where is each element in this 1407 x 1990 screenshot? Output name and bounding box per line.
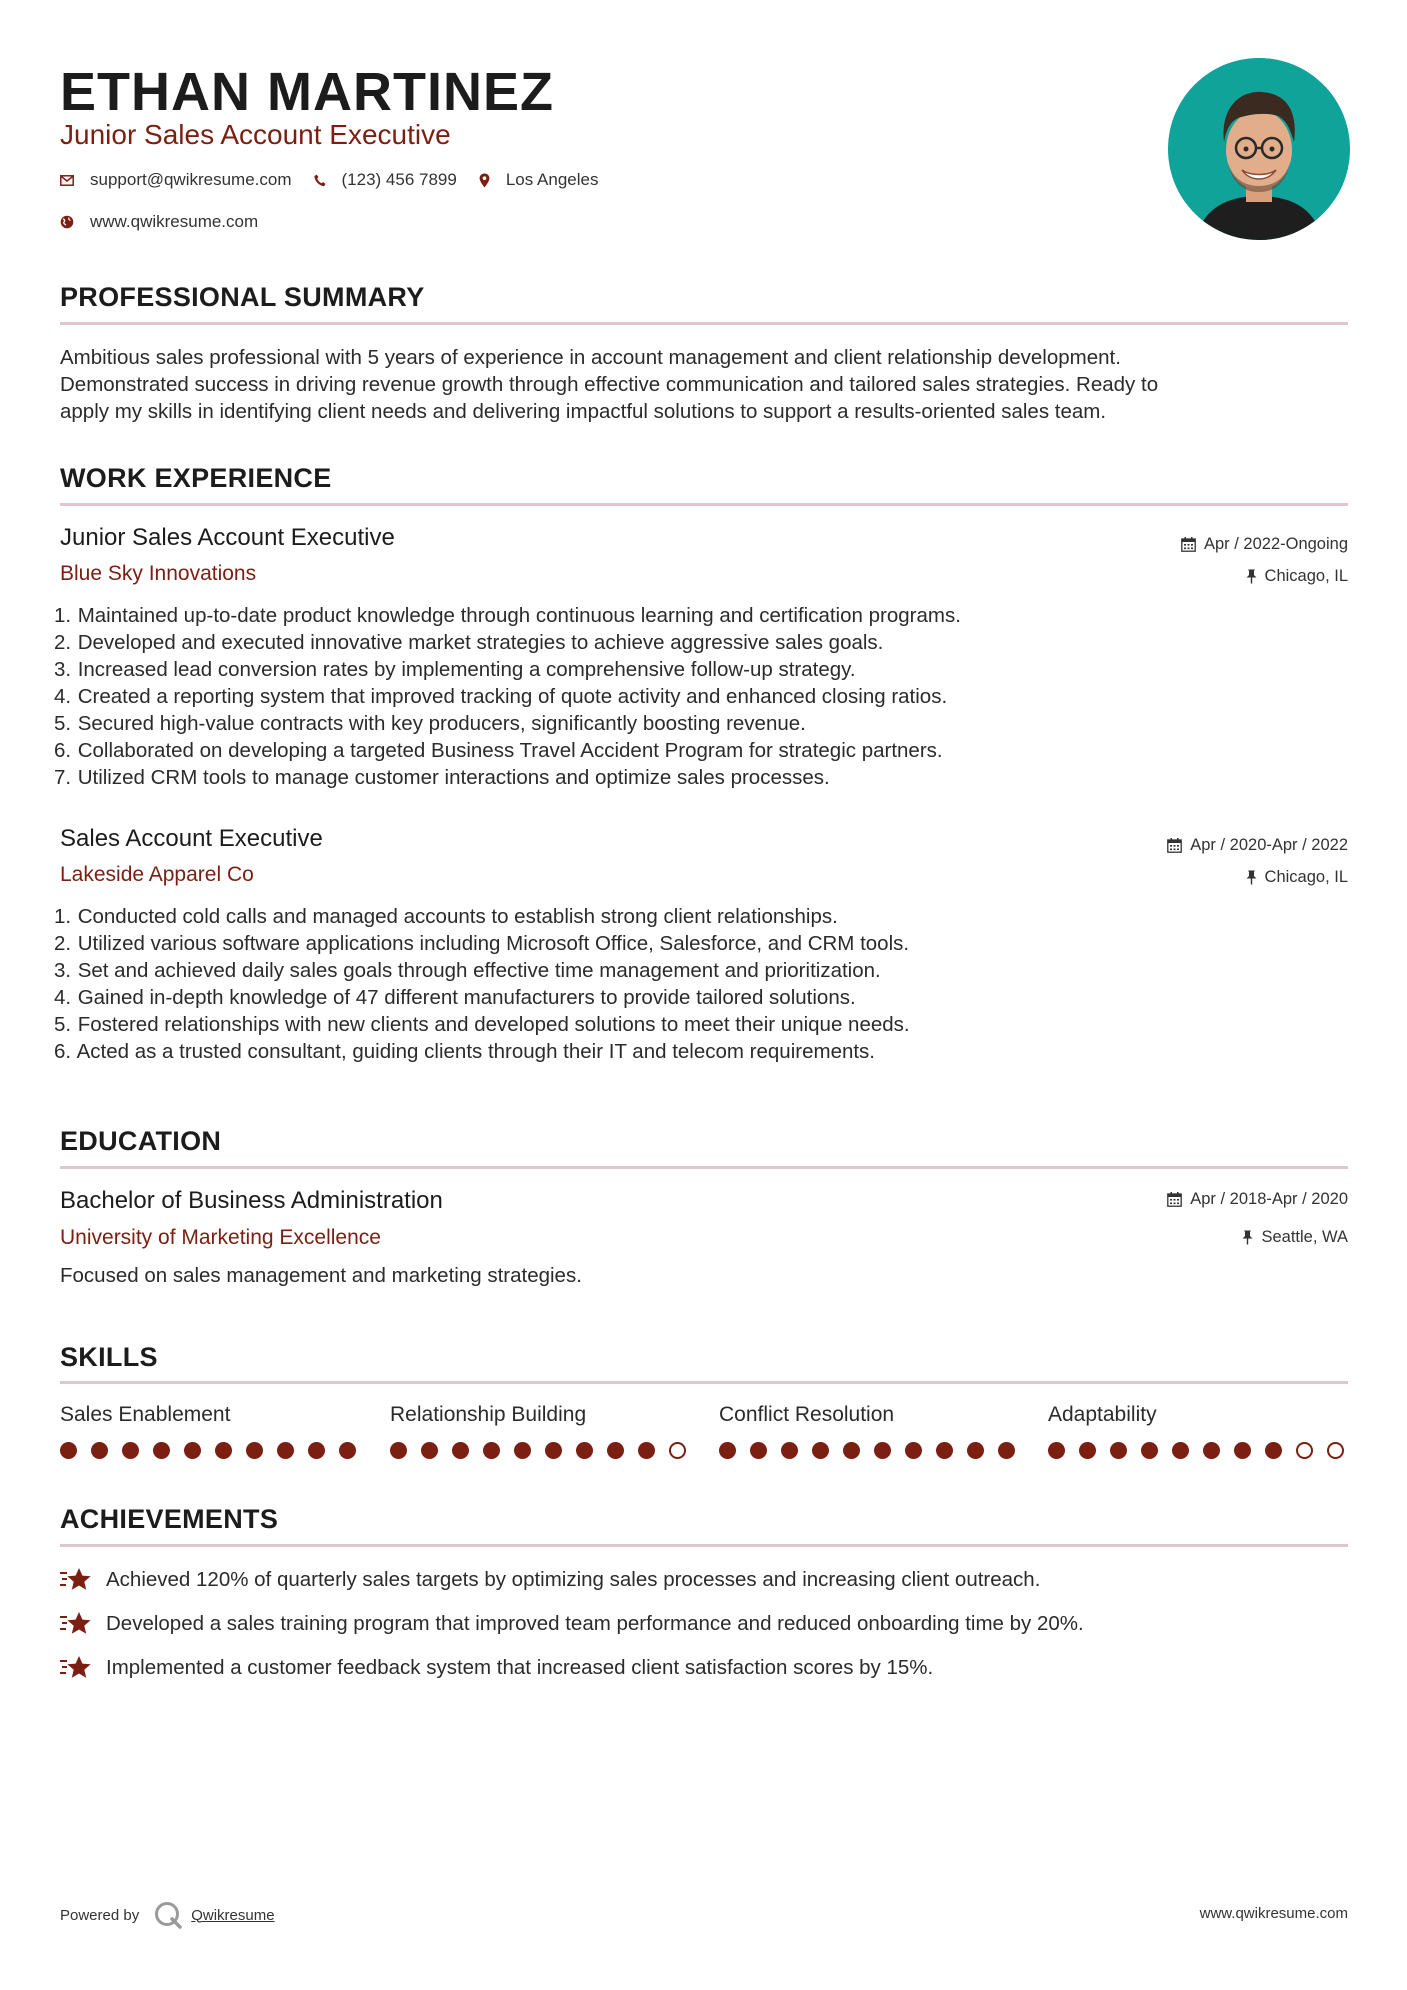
- school-name: University of Marketing Excellence: [60, 1226, 381, 1249]
- education-dates: [1167, 1188, 1348, 1210]
- skill-rating: [390, 1442, 690, 1459]
- skill-rating: [60, 1442, 360, 1459]
- section-divider: [60, 1166, 1348, 1169]
- map-pin-icon: [479, 173, 490, 188]
- rating-dot-filled: [1234, 1442, 1251, 1459]
- job-title: Sales Account Executive: [60, 825, 323, 852]
- skill-label: Sales Enablement: [60, 1403, 231, 1426]
- job-dates-text: Apr / 2020-Apr / 2022: [1190, 836, 1348, 854]
- website-row: [60, 212, 280, 232]
- achievement-item: [60, 1655, 933, 1681]
- phone-text: (123) 456 7899: [341, 170, 457, 189]
- summary-paragraph: [60, 344, 1348, 425]
- calendar-icon: [1181, 537, 1196, 552]
- rating-dot-filled: [308, 1442, 325, 1459]
- rating-dot-filled: [215, 1442, 232, 1459]
- section-divider: [60, 1544, 1348, 1547]
- rating-dot-filled: [1265, 1442, 1282, 1459]
- candidate-name: ETHAN MARTINEZ: [60, 62, 554, 122]
- rating-dot-filled: [1079, 1442, 1096, 1459]
- rating-dot-empty: [1296, 1442, 1313, 1459]
- summary-line: apply my skills in identifying client needs and delivering impactful solutions to support a results-oriented sales team.: [60, 400, 1107, 423]
- website-item[interactable]: [60, 212, 258, 232]
- list-item: 3. Increased lead conversion rates by implementing a comprehensive follow-up strategy.: [54, 658, 856, 681]
- skill-item: [719, 1402, 1019, 1459]
- list-item: 4. Created a reporting system that improved tracking of quote activity and enhanced closing ratios.: [54, 685, 948, 708]
- rating-dot-filled: [452, 1442, 469, 1459]
- job-dates-text: Apr / 2022-Ongoing: [1203, 535, 1348, 553]
- job-bullets: [54, 903, 1348, 1065]
- rating-dot-filled: [998, 1442, 1015, 1459]
- achievement-text: Achieved 120% of quarterly sales targets by optimizing sales processes and increasing client outreach.: [106, 1568, 1041, 1591]
- section-divider: [60, 322, 1348, 325]
- location-text: Los Angeles: [505, 170, 599, 189]
- rating-dot-filled: [60, 1442, 77, 1459]
- job-dates: [1181, 533, 1348, 555]
- achievement-text: Implemented a customer feedback system that increased client satisfaction scores by 15%.: [106, 1656, 934, 1679]
- section-title-achievements: ACHIEVEMENTS: [60, 1504, 279, 1534]
- job-company: Blue Sky Innovations: [60, 562, 257, 585]
- rating-dot-filled: [122, 1442, 139, 1459]
- list-item: 1. Conducted cold calls and managed accounts to establish strong client relationships.: [54, 905, 838, 928]
- rating-dot-filled: [390, 1442, 407, 1459]
- skill-rating: [1048, 1442, 1348, 1459]
- rating-dot-filled: [1172, 1442, 1189, 1459]
- calendar-icon: [1167, 1192, 1182, 1207]
- rating-dot-filled: [545, 1442, 562, 1459]
- email-text: support@qwikresume.com: [90, 170, 292, 189]
- footer-website[interactable]: www.qwikresume.com: [1199, 1905, 1348, 1922]
- qwikresume-logo-icon: [153, 1900, 185, 1930]
- pushpin-icon: [1246, 569, 1257, 584]
- section-title-experience: WORK EXPERIENCE: [60, 463, 332, 493]
- section-title-education: EDUCATION: [60, 1126, 222, 1156]
- skill-item: [60, 1402, 360, 1459]
- list-item: 5. Secured high-value contracts with key producers, significantly boosting revenue.: [54, 712, 806, 735]
- pushpin-icon: [1246, 870, 1257, 885]
- achievement-item: [60, 1611, 1084, 1637]
- rating-dot-filled: [1110, 1442, 1127, 1459]
- list-item: 6. Collaborated on developing a targeted Business Travel Accident Program for strategic partners.: [54, 739, 943, 762]
- section-title-skills: SKILLS: [60, 1342, 158, 1372]
- rating-dot-filled: [153, 1442, 170, 1459]
- list-item: 6. Acted as a trusted consultant, guiding clients through their IT and telecom requirements.: [54, 1040, 876, 1063]
- footer-powered-by: [60, 1900, 275, 1930]
- phone-item[interactable]: [314, 170, 457, 190]
- star-award-icon: [60, 1655, 92, 1681]
- section-divider: [60, 503, 1348, 506]
- powered-by-label: Powered by: [60, 1906, 140, 1924]
- rating-dot-filled: [781, 1442, 798, 1459]
- list-item: 7. Utilized CRM tools to manage customer interactions and optimize sales processes.: [54, 766, 830, 789]
- section-divider: [60, 1381, 1348, 1384]
- list-item: 5. Fostered relationships with new clients and developed solutions to meet their unique needs.: [54, 1013, 910, 1036]
- rating-dot-filled: [483, 1442, 500, 1459]
- globe-icon: [60, 215, 74, 229]
- list-item: 4. Gained in-depth knowledge of 47 different manufacturers to provide tailored solutions.: [54, 986, 856, 1009]
- rating-dot-filled: [719, 1442, 736, 1459]
- education-location: [1242, 1226, 1348, 1248]
- rating-dot-filled: [905, 1442, 922, 1459]
- job-title: Junior Sales Account Executive: [60, 524, 395, 551]
- job-location-text: Chicago, IL: [1264, 567, 1348, 585]
- skill-item: [1048, 1402, 1348, 1459]
- summary-line: Demonstrated success in driving revenue growth through effective communication and tailored sales strategies. Ready to: [60, 373, 1159, 396]
- job-bullets: [54, 602, 1348, 791]
- rating-dot-filled: [277, 1442, 294, 1459]
- achievement-text: Developed a sales training program that improved team performance and reduced onboarding time by 20%.: [106, 1612, 1084, 1635]
- rating-dot-filled: [812, 1442, 829, 1459]
- skill-label: Relationship Building: [390, 1403, 587, 1426]
- summary-line: Ambitious sales professional with 5 years of experience in account management and client relationship development.: [60, 346, 1121, 369]
- rating-dot-filled: [607, 1442, 624, 1459]
- skill-label: Conflict Resolution: [719, 1403, 895, 1426]
- rating-dot-filled: [843, 1442, 860, 1459]
- qwikresume-link[interactable]: Qwikresume: [191, 1906, 275, 1924]
- rating-dot-empty: [669, 1442, 686, 1459]
- rating-dot-filled: [514, 1442, 531, 1459]
- list-item: 3. Set and achieved daily sales goals through effective time management and prioritization.: [54, 959, 881, 982]
- rating-dot-filled: [421, 1442, 438, 1459]
- education-dates-text: Apr / 2018-Apr / 2020: [1190, 1190, 1348, 1208]
- achievement-item: [60, 1567, 1040, 1593]
- rating-dot-filled: [750, 1442, 767, 1459]
- rating-dot-filled: [874, 1442, 891, 1459]
- email-item[interactable]: [60, 170, 292, 190]
- list-item: 2. Developed and executed innovative market strategies to achieve aggressive sales goals.: [54, 631, 884, 654]
- education-description: Focused on sales management and marketing strategies.: [60, 1264, 582, 1287]
- location-item: [479, 170, 599, 190]
- contact-row: [60, 170, 620, 190]
- section-title-summary: PROFESSIONAL SUMMARY: [60, 282, 425, 312]
- rating-dot-filled: [967, 1442, 984, 1459]
- rating-dot-filled: [576, 1442, 593, 1459]
- rating-dot-empty: [1327, 1442, 1344, 1459]
- education-location-text: Seattle, WA: [1261, 1228, 1348, 1246]
- profile-photo: [1168, 58, 1350, 240]
- rating-dot-filled: [184, 1442, 201, 1459]
- skill-label: Adaptability: [1048, 1403, 1157, 1426]
- calendar-icon: [1167, 838, 1182, 853]
- website-text: www.qwikresume.com: [90, 212, 259, 231]
- rating-dot-filled: [246, 1442, 263, 1459]
- skill-rating: [719, 1442, 1019, 1459]
- resume-page: [54, 0, 1348, 1990]
- job-company: Lakeside Apparel Co: [60, 863, 254, 886]
- job-location: [1246, 866, 1348, 888]
- skill-item: [390, 1402, 690, 1459]
- rating-dot-filled: [1203, 1442, 1220, 1459]
- rating-dot-filled: [1048, 1442, 1065, 1459]
- avatar-illustration: [1168, 58, 1350, 240]
- job-location: [1246, 565, 1348, 587]
- list-item: 2. Utilized various software applications including Microsoft Office, Salesforce, and CRM tools.: [54, 932, 910, 955]
- rating-dot-filled: [91, 1442, 108, 1459]
- envelope-icon: [60, 175, 74, 186]
- rating-dot-filled: [339, 1442, 356, 1459]
- job-dates: [1167, 834, 1348, 856]
- rating-dot-filled: [936, 1442, 953, 1459]
- phone-icon: [314, 174, 326, 187]
- job-location-text: Chicago, IL: [1264, 868, 1348, 886]
- list-item: 1. Maintained up-to-date product knowledge through continuous learning and certification programs.: [54, 604, 961, 627]
- star-award-icon: [60, 1567, 92, 1593]
- rating-dot-filled: [1141, 1442, 1158, 1459]
- degree-title: Bachelor of Business Administration: [60, 1187, 443, 1214]
- rating-dot-filled: [638, 1442, 655, 1459]
- pushpin-icon: [1242, 1230, 1253, 1245]
- star-award-icon: [60, 1611, 92, 1637]
- candidate-role: Junior Sales Account Executive: [60, 119, 451, 150]
